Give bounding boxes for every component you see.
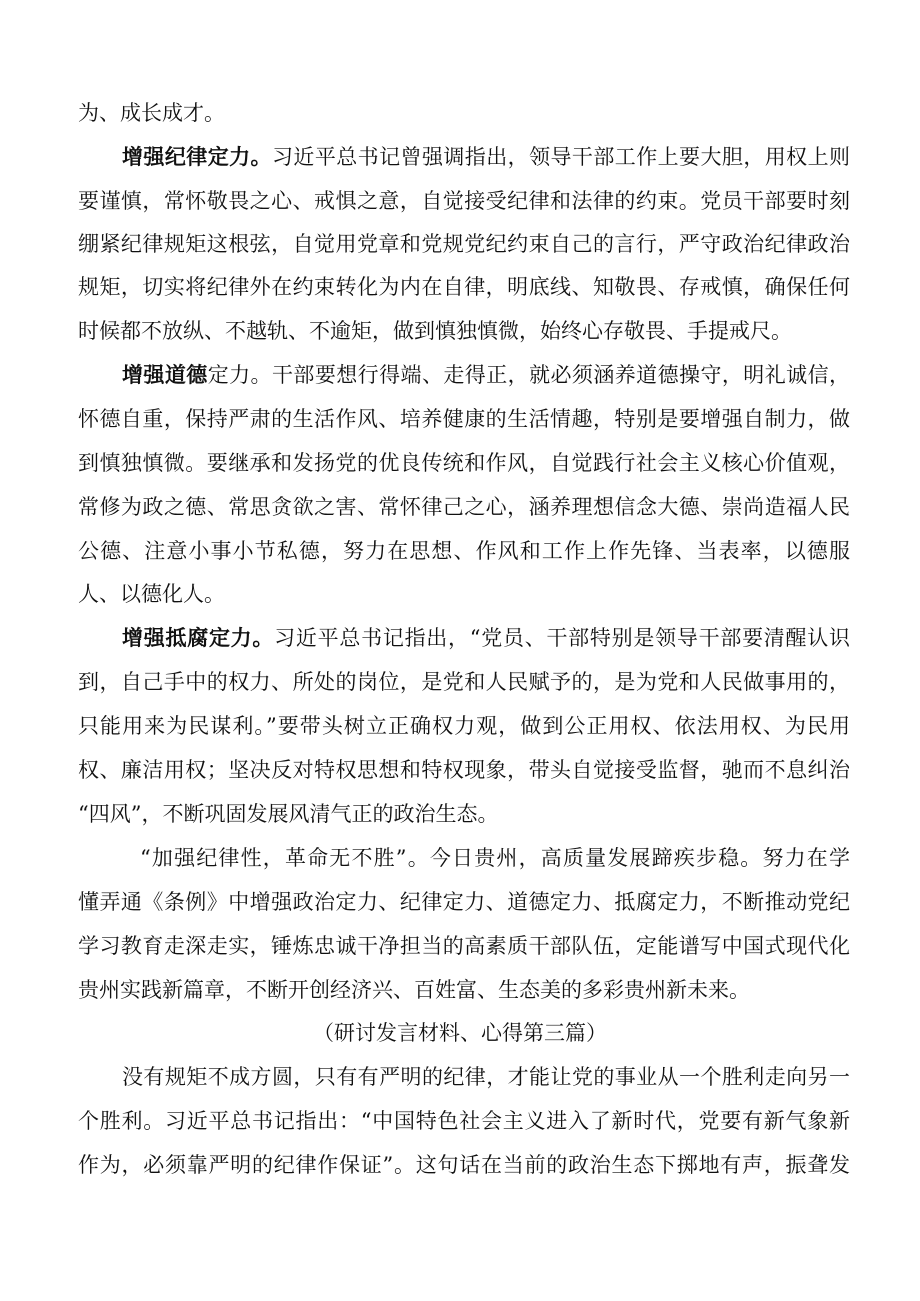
paragraph-text: 人、以德化人。 [78, 582, 225, 606]
paragraph-text: 到慎独慎微。要继承和发扬党的优良传统和作风，自觉践行社会主义核心价值观， [78, 451, 850, 475]
text-line [0, 487, 920, 527]
text-line [0, 311, 920, 351]
text-line [0, 662, 920, 702]
paragraph-text: 绷紧纪律规矩这根弦，自觉用党章和党规党纪约束自己的言行，严守政治纪律政治 [78, 232, 850, 256]
text-line [0, 1145, 920, 1185]
paragraph-text [122, 618, 850, 658]
text-line [0, 443, 920, 483]
text-line [0, 181, 920, 221]
paragraph-text: 时候都不放纵、不越轨、不逾矩，做到慎独慎微，始终心存敬畏、手提戒尺。 [78, 319, 792, 343]
paragraph-text: 为、成长成才。 [78, 101, 225, 125]
paragraph-text: 个胜利。习近平总书记指出：“中国特色社会主义进入了新时代，党要有新气象新 [78, 1109, 850, 1133]
text-line [0, 93, 920, 133]
text-line [0, 706, 920, 746]
paragraph-text: 学习教育走深走实，锤炼忠诚干净担当的高素质干部队伍，定能谱写中国式现代化 [78, 934, 850, 958]
paragraph-text: 贵州实践新篇章，不断开创经济兴、百姓富、生态美的多彩贵州新未来。 [78, 978, 750, 1002]
paragraph-text: 权、廉洁用权；坚决反对特权思想和特权现象，带头自觉接受监督，驰而不息纠治 [78, 758, 850, 782]
section-subtitle: （研讨发言材料、心得第三篇） [313, 1021, 607, 1045]
paragraph-text: 作为，必须靠严明的纪律作保证”。这句话在当前的政治生态下掷地有声，振聋发 [78, 1153, 850, 1177]
paragraph-text: 习近平总书记指出，“党员、干部特别是领导干部要清醒认识 [274, 626, 851, 650]
paragraph-text: 公德、注意小事小节私德，努力在思想、作风和工作上作先锋、当表率，以德服 [78, 539, 850, 563]
paragraph-text: 只能用来为民谋利。”要带头树立正确权力观，做到公正用权、依法用权、为民用 [78, 714, 850, 738]
text-line [0, 355, 920, 395]
paragraph-text: 常修为政之德、常思贪欲之害、常怀律己之心，涵养理想信念大德、崇尚造福人民 [78, 495, 850, 519]
paragraph-text: 没有规矩不成方圆，只有有严明的纪律，才能让党的事业从一个胜利走向另一 [122, 1065, 850, 1089]
text-line [0, 224, 920, 264]
section-heading-morality: 增强道德 [122, 363, 208, 387]
text-line [0, 970, 920, 1010]
section-heading-anticorruption: 增强抵腐定力。 [122, 626, 275, 650]
paragraph-text [122, 137, 850, 177]
text-line [0, 1057, 920, 1097]
text-line [0, 267, 920, 307]
text-line [0, 794, 920, 834]
text-line [0, 399, 920, 439]
paragraph-text: 规矩，切实将纪律外在约束转化为内在自律，明底线、知敬畏、存戒慎，确保任何 [78, 275, 850, 299]
section-heading-discipline: 增强纪律定力。 [122, 145, 272, 169]
paragraph-text: “四风”，不断巩固发展风清气正的政治生态。 [78, 802, 499, 826]
text-line [0, 838, 920, 878]
text-line [0, 926, 920, 966]
text-line [0, 882, 920, 922]
paragraph-text: “加强纪律性，革命无不胜”。今日贵州，高质量发展蹄疾步稳。努力在学 [140, 846, 850, 870]
text-line [0, 531, 920, 571]
text-line [0, 137, 920, 177]
text-line [0, 1013, 920, 1053]
paragraph-text: 到，自己手中的权力、所处的岗位，是党和人民赋予的，是为党和人民做事用的， [78, 670, 850, 694]
paragraph-text: 怀德自重，保持严肃的生活作风、培养健康的生活情趣，特别是要增强自制力，做 [78, 407, 850, 431]
paragraph-text: 习近平总书记曾强调指出，领导干部工作上要大胆，用权上则 [271, 145, 851, 169]
paragraph-text [122, 355, 850, 395]
paragraph-text: 定力。干部要想行得端、走得正，就必须涵养道德操守，明礼诚信， [207, 363, 851, 387]
paragraph-text: 要谨慎，常怀敬畏之心、戒惧之意，自觉接受纪律和法律的约束。党员干部要时刻 [78, 189, 850, 213]
text-line [0, 1101, 920, 1141]
text-line [0, 574, 920, 614]
paragraph-text: 懂弄通《条例》中增强政治定力、纪律定力、道德定力、抵腐定力，不断推动党纪 [78, 890, 850, 914]
text-line [0, 750, 920, 790]
text-line [0, 618, 920, 658]
